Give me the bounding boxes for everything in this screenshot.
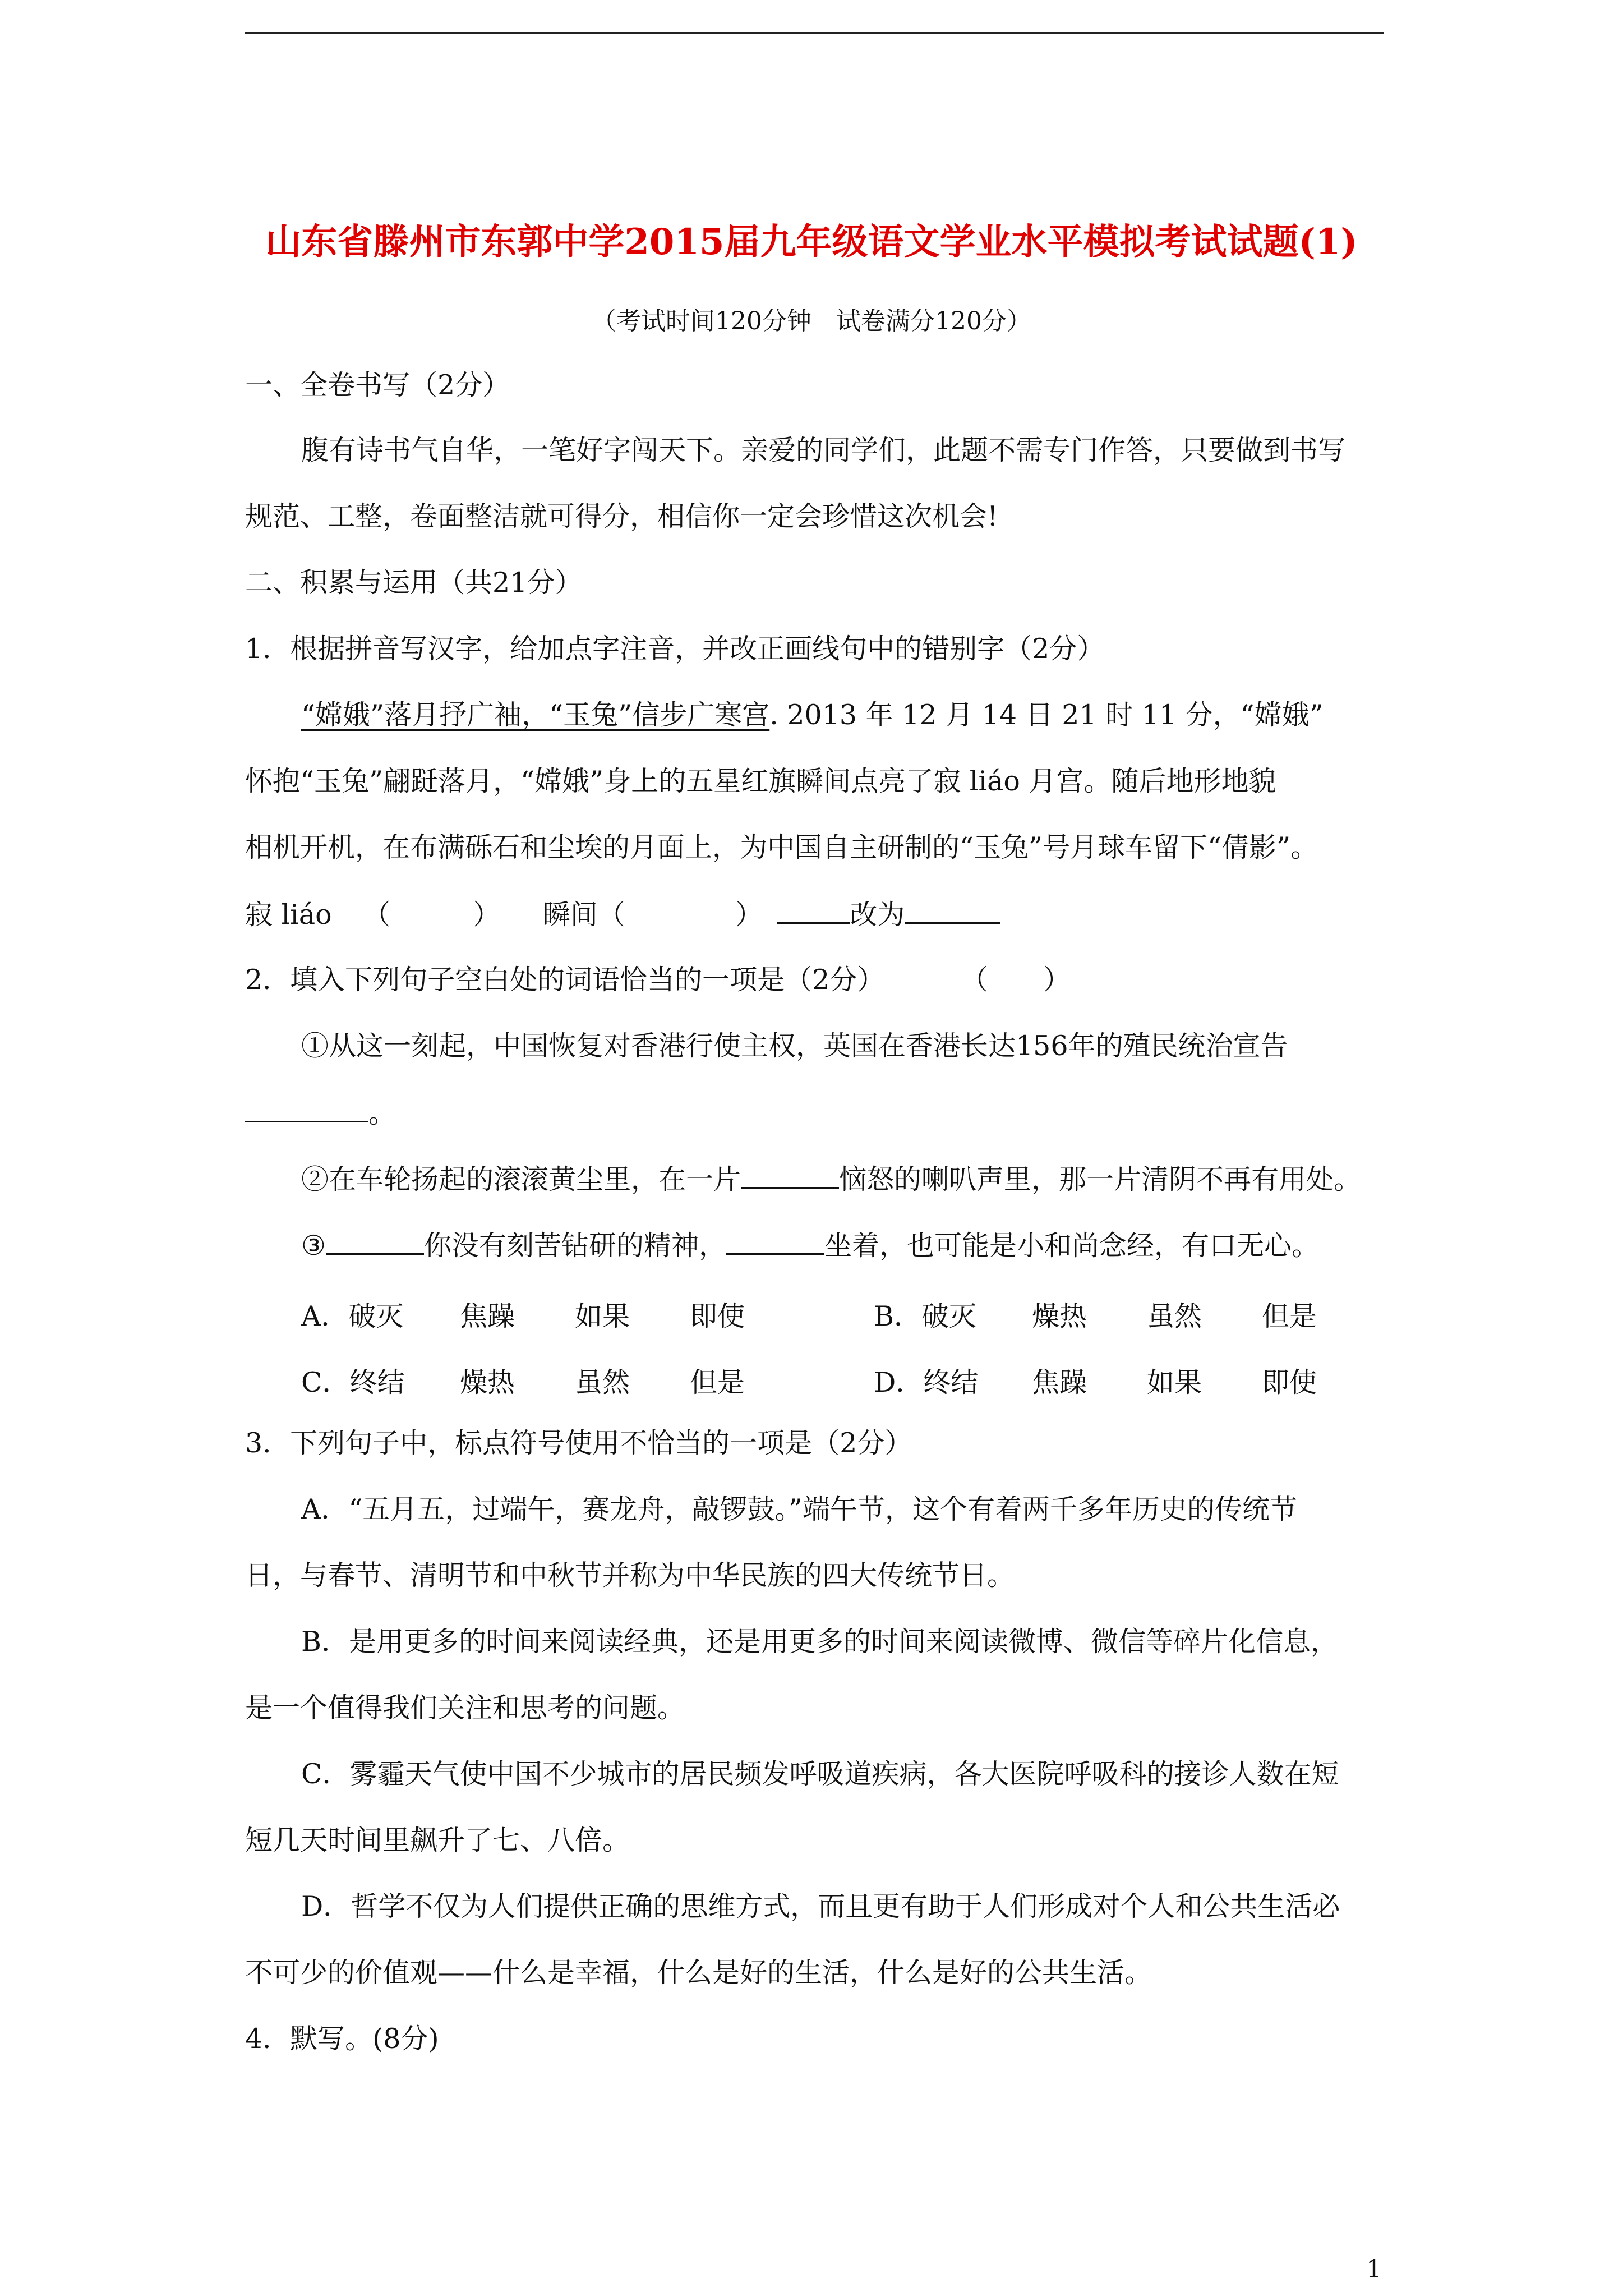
wrong-char-blank[interactable]	[777, 898, 850, 924]
blank-2[interactable]	[741, 1162, 839, 1189]
option-d-word-3: 如果	[1147, 1366, 1202, 1398]
option-c-label[interactable]: C．终结	[301, 1366, 405, 1398]
question-3-option-b-line-1[interactable]: B．是用更多的时间来阅读经典，还是用更多的时间来阅读微博、微信等碎片化信息，	[301, 1626, 1339, 1658]
blank-3[interactable]	[326, 1228, 424, 1255]
pinyin-answer-bracket[interactable]: （ ）	[363, 899, 501, 931]
question-1-passage-line-2: 怀抱“玉兔”翩跹落月，“嫦娥”身上的五星红旗瞬间点亮了寂 liáo 月宫。随后地形地貌	[245, 765, 1276, 797]
section-1-heading: 一、全卷书写（2分）	[245, 369, 510, 401]
question-1-passage-line-1	[301, 699, 1324, 732]
sentence-3-part-1: 你没有刻苦钻研的精神，	[423, 1230, 726, 1262]
question-3-stem: 3．下列句子中，标点符号使用不恰当的一项是（2分）	[245, 1427, 912, 1459]
question-3-option-a-line-1[interactable]: A．“五月五，过端午，赛龙舟，敲锣鼓。”端午节，这个有着两千多年历史的传统节	[301, 1493, 1297, 1525]
blank-4[interactable]	[726, 1228, 824, 1255]
exam-subtitle: （考试时间120分钟 试卷满分120分）	[592, 307, 1031, 335]
question-2-sentence-1-end	[245, 1096, 396, 1130]
option-b-label[interactable]: B．破灭	[874, 1300, 977, 1332]
option-d-word-2: 焦躁	[1032, 1366, 1087, 1398]
header-rule	[245, 32, 1384, 34]
section-1-paragraph-line-2: 规范、工整，卷面整洁就可得分，相信你一定会珍惜这次机会!	[245, 500, 998, 532]
section-2-heading: 二、积累与运用（共21分）	[245, 567, 583, 599]
correct-char-blank[interactable]	[905, 898, 1000, 924]
question-3-option-c-line-2: 短几天时间里飙升了七、八倍。	[245, 1824, 630, 1856]
phonetic-item: 瞬间（ ）	[542, 899, 763, 931]
option-a-word-2: 焦躁	[460, 1300, 515, 1332]
question-1-passage-line-3: 相机开机，在布满砾石和尘埃的月面上，为中国自主研制的“玉兔”号月球车留下“倩影”。	[245, 831, 1318, 863]
option-d-label[interactable]: D．终结	[874, 1366, 979, 1398]
option-d-word-4: 即使	[1262, 1366, 1317, 1398]
question-2-text: 2．填入下列句子空白处的词语恰当的一项是（2分）	[245, 964, 885, 996]
sentence-1-period: 。	[368, 1097, 396, 1129]
question-2-stem	[245, 964, 1071, 997]
option-c-word-3: 虽然	[575, 1366, 630, 1398]
option-b-word-2: 燥热	[1032, 1300, 1087, 1332]
question-1-stem: 1．根据拼音写汉字，给加点字注音，并改正画线句中的错别字（2分）	[245, 633, 1105, 665]
answer-bracket[interactable]: （ ）	[960, 964, 1071, 996]
sentence-3-number: ③	[301, 1230, 326, 1262]
change-to-label: 改为	[850, 899, 905, 931]
question-3-option-a-line-2: 日，与春节、清明节和中秋节并称为中华民族的四大传统节日。	[245, 1559, 1015, 1591]
blank-1[interactable]	[245, 1096, 368, 1122]
question-2-sentence-1: ①从这一刻起，中国恢复对香港行使主权，英国在香港长达156年的殖民统治宣告	[301, 1030, 1288, 1062]
option-a-word-4: 即使	[690, 1300, 745, 1332]
option-c-word-4: 但是	[690, 1366, 745, 1398]
sentence-3-part-2: 坐着，也可能是小和尚念经，有口无心。	[824, 1230, 1319, 1262]
question-2-sentence-3	[301, 1228, 1319, 1263]
question-3-option-d-line-2: 不可少的价值观——什么是幸福，什么是好的生活，什么是好的公共生活。	[245, 1957, 1152, 1989]
option-a-word-3: 如果	[575, 1300, 630, 1332]
pinyin-item: 寂 liáo	[245, 899, 332, 931]
page-number: 1	[1366, 2255, 1382, 2284]
sentence-2-part-1: ②在车轮扬起的滚滚黄尘里，在一片	[301, 1163, 741, 1195]
question-1-answer-line	[245, 898, 1000, 932]
question-3-option-d-line-1[interactable]: D．哲学不仅为人们提供正确的思维方式，而且更有助于人们形成对个人和公共生活必	[301, 1890, 1340, 1922]
option-c-word-2: 燥热	[460, 1366, 515, 1398]
question-3-option-c-line-1[interactable]: C．雾霾天气使中国不少城市的居民频发呼吸道疾病，各大医院呼吸科的接诊人数在短	[301, 1758, 1339, 1790]
option-a-label[interactable]: A．破灭	[301, 1300, 404, 1332]
option-b-word-3: 虽然	[1147, 1300, 1202, 1332]
question-3-option-b-line-2: 是一个值得我们关注和思考的问题。	[245, 1692, 685, 1724]
question-4-stem: 4．默写。(8分)	[245, 2023, 439, 2055]
sentence-2-part-2: 恼怒的喇叭声里，那一片清阴不再有用处。	[839, 1163, 1362, 1195]
option-b-word-4: 但是	[1262, 1300, 1317, 1332]
passage-line-1-rest: . 2013 年 12 月 14 日 21 时 11 分，“嫦娥”	[769, 699, 1324, 731]
question-2-sentence-2	[301, 1162, 1361, 1197]
section-1-paragraph-line-1: 腹有诗书气自华，一笔好字闯天下。亲爱的同学们，此题不需专门作答，只要做到书写	[301, 434, 1346, 466]
exam-title: 山东省滕州市东郭中学2015届九年级语文学业水平模拟考试试题(1)	[265, 221, 1358, 263]
underlined-sentence: “嫦娥”落月抒广袖，“玉兔”信步广寒宫	[301, 699, 770, 731]
